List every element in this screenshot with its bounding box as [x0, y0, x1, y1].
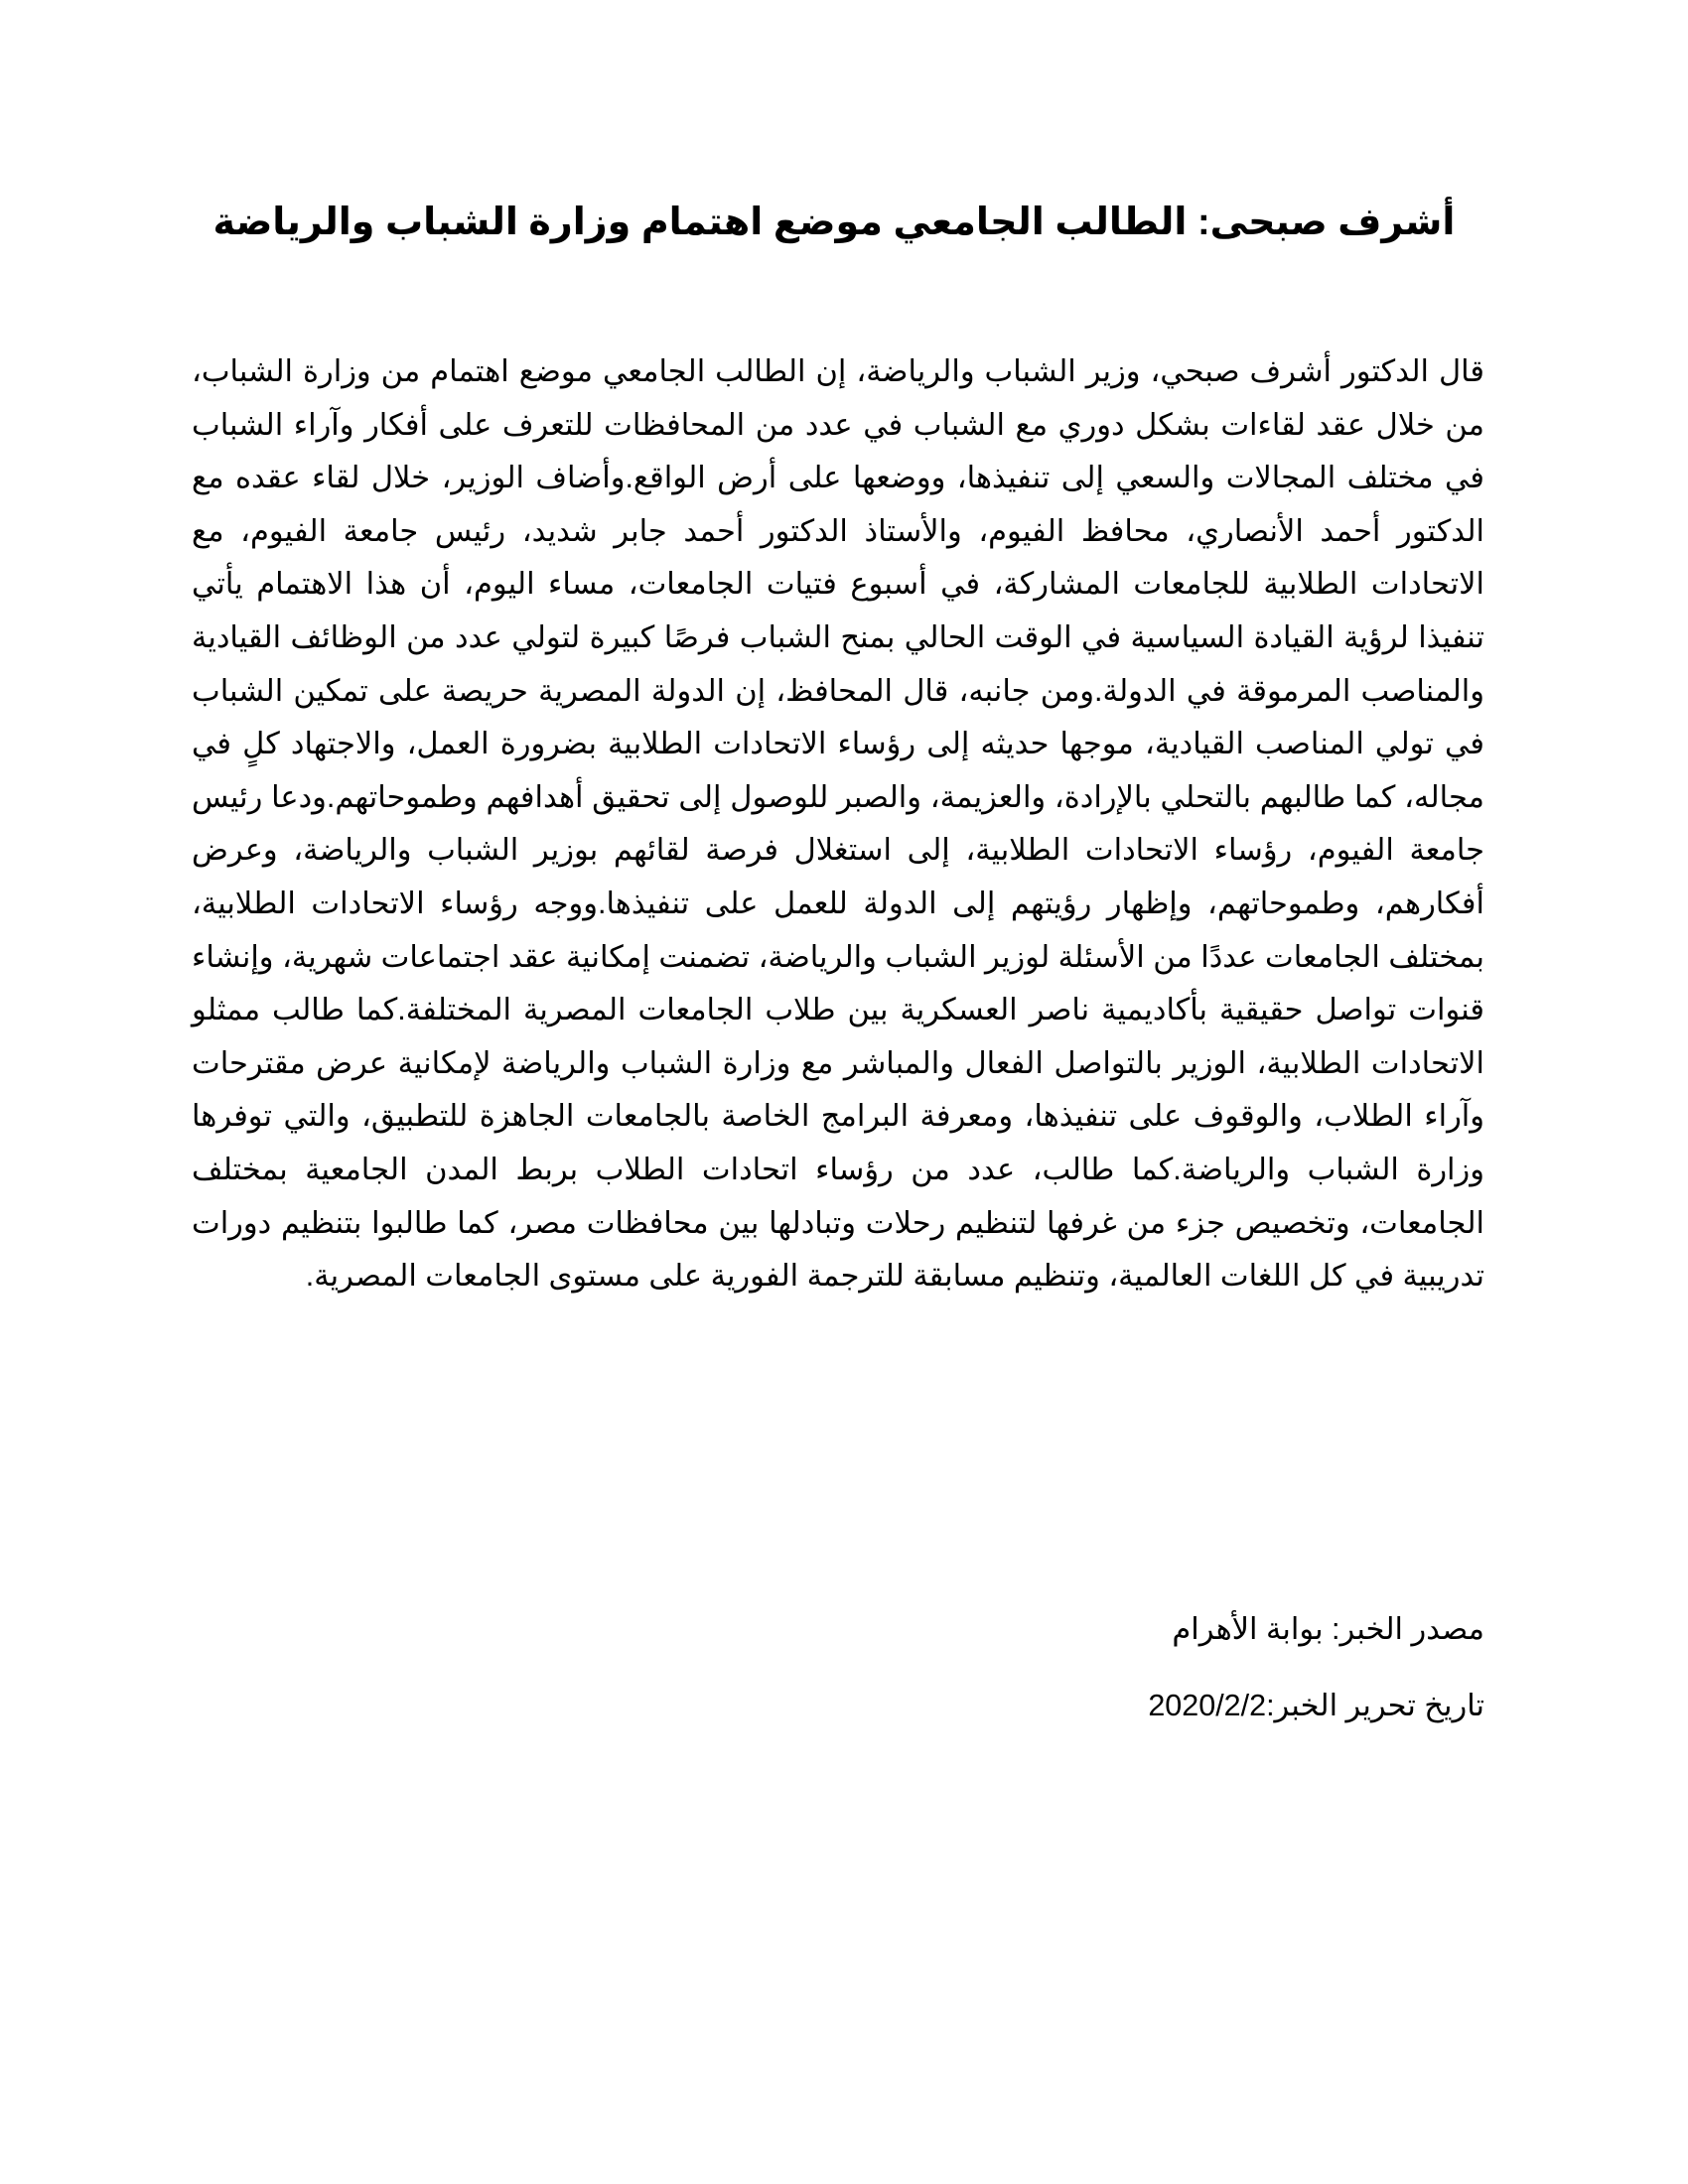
article-source: مصدر الخبر: بوابة الأهرام [1172, 1612, 1484, 1646]
article-title: أشرف صبحى: الطالب الجامعي موضع اهتمام وزارة الشباب والرياضة [212, 202, 1456, 243]
article-body: قال الدكتور أشرف صبحي، وزير الشباب والرياضة، إن الطالب الجامعي موضع اهتمام من وزارة الشباب، من خلال عقد لقاءات بشكل دوري مع الشباب في عدد من المحافظات للتعرف على أفكار وآراء الشباب في مختلف المجالات والسعي إلى تنفيذها، ووضعها على أرض الواقع.وأضاف الوزير، خلال لقاء عقده مع الدكتور أحمد الأنصاري، محافظ الفيوم، والأستاذ الدكتور أحمد جابر شديد، رئيس جامعة الفيوم، مع الاتحادات الطلابية للجامعات المشاركة، في أسبوع فتيات الجامعات، مساء اليوم، أن هذا الاهتمام يأتي تنفيذا لرؤية القيادة السياسية في الوقت الحالي بمنح الشباب فرصًا كبيرة لتولي عدد من الوظائف القيادية والمناصب المرموقة في الدولة.ومن جانبه، قال المحافظ، إن الدولة المصرية حريصة على تمكين الشباب في تولي المناصب القيادية، موجها حديثه إلى رؤساء الاتحادات الطلابية بضرورة العمل، والاجتهاد كلٍ في مجاله، كما طالبهم بالتحلي بالإرادة، والعزيمة، والصبر للوصول إلى تحقيق أهدافهم وطموحاتهم.ودعا رئيس جامعة الفيوم، رؤساء الاتحادات الطلابية، إلى استغلال فرصة لقائهم بوزير الشباب والرياضة، وعرض أفكارهم، وطموحاتهم، وإظهار رؤيتهم إلى الدولة للعمل على تنفيذها.ووجه رؤساء الاتحادات الطلابية، بمختلف الجامعات عددًا من الأسئلة لوزير الشباب والرياضة، تضمنت إمكانية عقد اجتماعات شهرية، وإنشاء قنوات تواصل حقيقية بأكاديمية ناصر العسكرية بين طلاب الجامعات المصرية المختلفة.كما طالب ممثلو الاتحادات الطلابية، الوزير بالتواصل الفعال والمباشر مع وزارة الشباب والرياضة لإمكانية عرض مقترحات وآراء الطلاب، والوقوف على تنفيذها، ومعرفة البرامج الخاصة بالجامعات الجاهزة للتطبيق، والتي توفرها وزارة الشباب والرياضة.كما طالب، عدد من رؤساء اتحادات الطلاب بربط المدن الجامعية بمختلف الجامعات، وتخصيص جزء من غرفها لتنظيم رحلات وتبادلها بين محافظات مصر، كما طالبوا بتنظيم دورات تدريبية في كل اللغات العالمية، وتنظيم مسابقة للترجمة الفورية على مستوى الجامعات المصرية. [192, 354, 1484, 1294]
article-date: تاريخ تحرير الخبر:2020/2/2 [1148, 1689, 1484, 1722]
